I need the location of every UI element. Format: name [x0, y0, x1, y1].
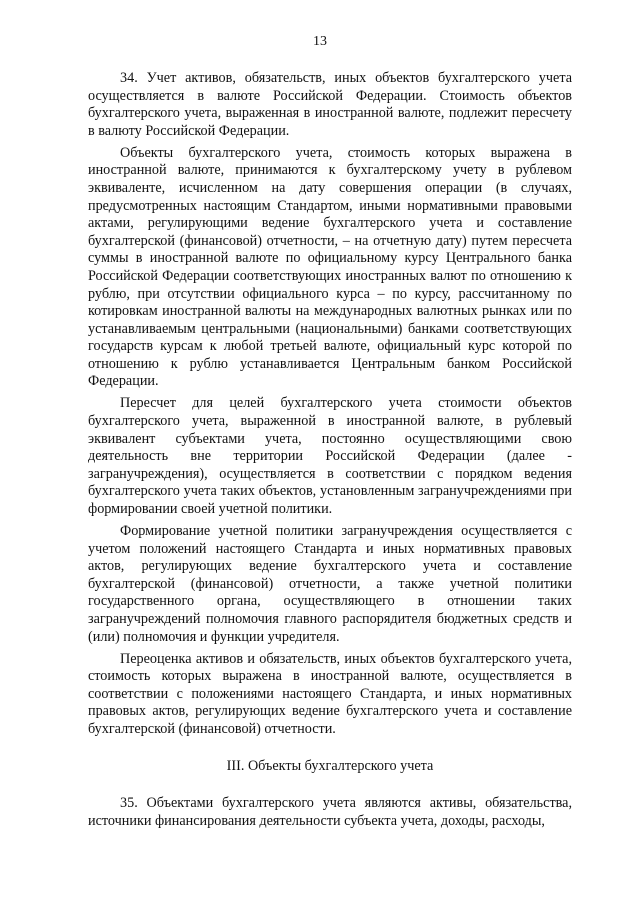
paragraph-revaluation: Переоценка активов и обязательств, иных объектов бухгалтерского учета, стоимость которых выражена в иностранной валюте, осуществляется в соответствии с положениями настоящего Стандарта, и иных нормативных правовых актов, регулирующих ведение бухгалтерского учета и составление бухгалтерской (финансовой) отчетности. [88, 650, 572, 737]
paragraph-34: 34. Учет активов, обязательств, иных объектов бухгалтерского учета осуществляется в валюте Российской Федерации. Стоимость объектов бухгалтерского учета, выраженная в иностранной валюте, подлежит пересчету в валюту Российской Федерации. [88, 70, 572, 139]
document-body [88, 70, 572, 835]
paragraph-accounting-policy: Формирование учетной политики загранучреждения осуществляется с учетом положений настоящего Стандарта и иных нормативных правовых актов, регулирующих ведение бухгалтерского учета и составление бухгалтерской (финансовой) отчетности, а также учетной политики государственного органа, осуществляющего в отношении таких загранучреждений полномочия главного распорядителя бюджетных средств и (или) полномочия и функции учредителя. [88, 523, 572, 645]
page-number: 13 [313, 34, 327, 49]
paragraph-35: 35. Объектами бухгалтерского учета являются активы, обязательства, источники финансирования деятельности субъекта учета, доходы, расходы, [88, 795, 572, 829]
paragraph-recalculation: Пересчет для целей бухгалтерского учета стоимости объектов бухгалтерского учета, выраженной в иностранной валюте, в рублевый эквивалент субъектами учета, постоянно осуществляющими свою деятельность вне территории Российской Федерации (далее - загранучреждения), осуществляется в соответствии с порядком ведения бухгалтерского учета таких объектов, установленным загранучреждениями при формировании своей учетной политики. [88, 395, 572, 518]
paragraph-foreign-currency-objects: Объекты бухгалтерского учета, стоимость которых выражена в иностранной валюте, принимаются к бухгалтерскому учету в рублевом эквиваленте, исчисленном на дату совершения операции (в случаях, предусмотренных настоящим Стандартом, иными нормативными правовыми актами, регулирующими ведение бухгалтерского учета и составление бухгалтерской (финансовой) отчетности, – на отчетную дату) путем пересчета суммы в иностранной валюте по официальному курсу Центрального банка Российской Федерации соответствующих иностранных валют по отношению к рублю, при отсутствии официального курса – по курсу, рассчитанному по котировкам иностранной валюты на международных валютных рынках или по устанавливаемым центральными (национальными) банками соответствующих государств курсам к любой третьей валюте, официальный курс которой по отношению к рублю устанавливается Центральным банком Российской Федерации. [88, 144, 572, 390]
section-heading: III. Объекты бухгалтерского учета [226, 757, 434, 774]
